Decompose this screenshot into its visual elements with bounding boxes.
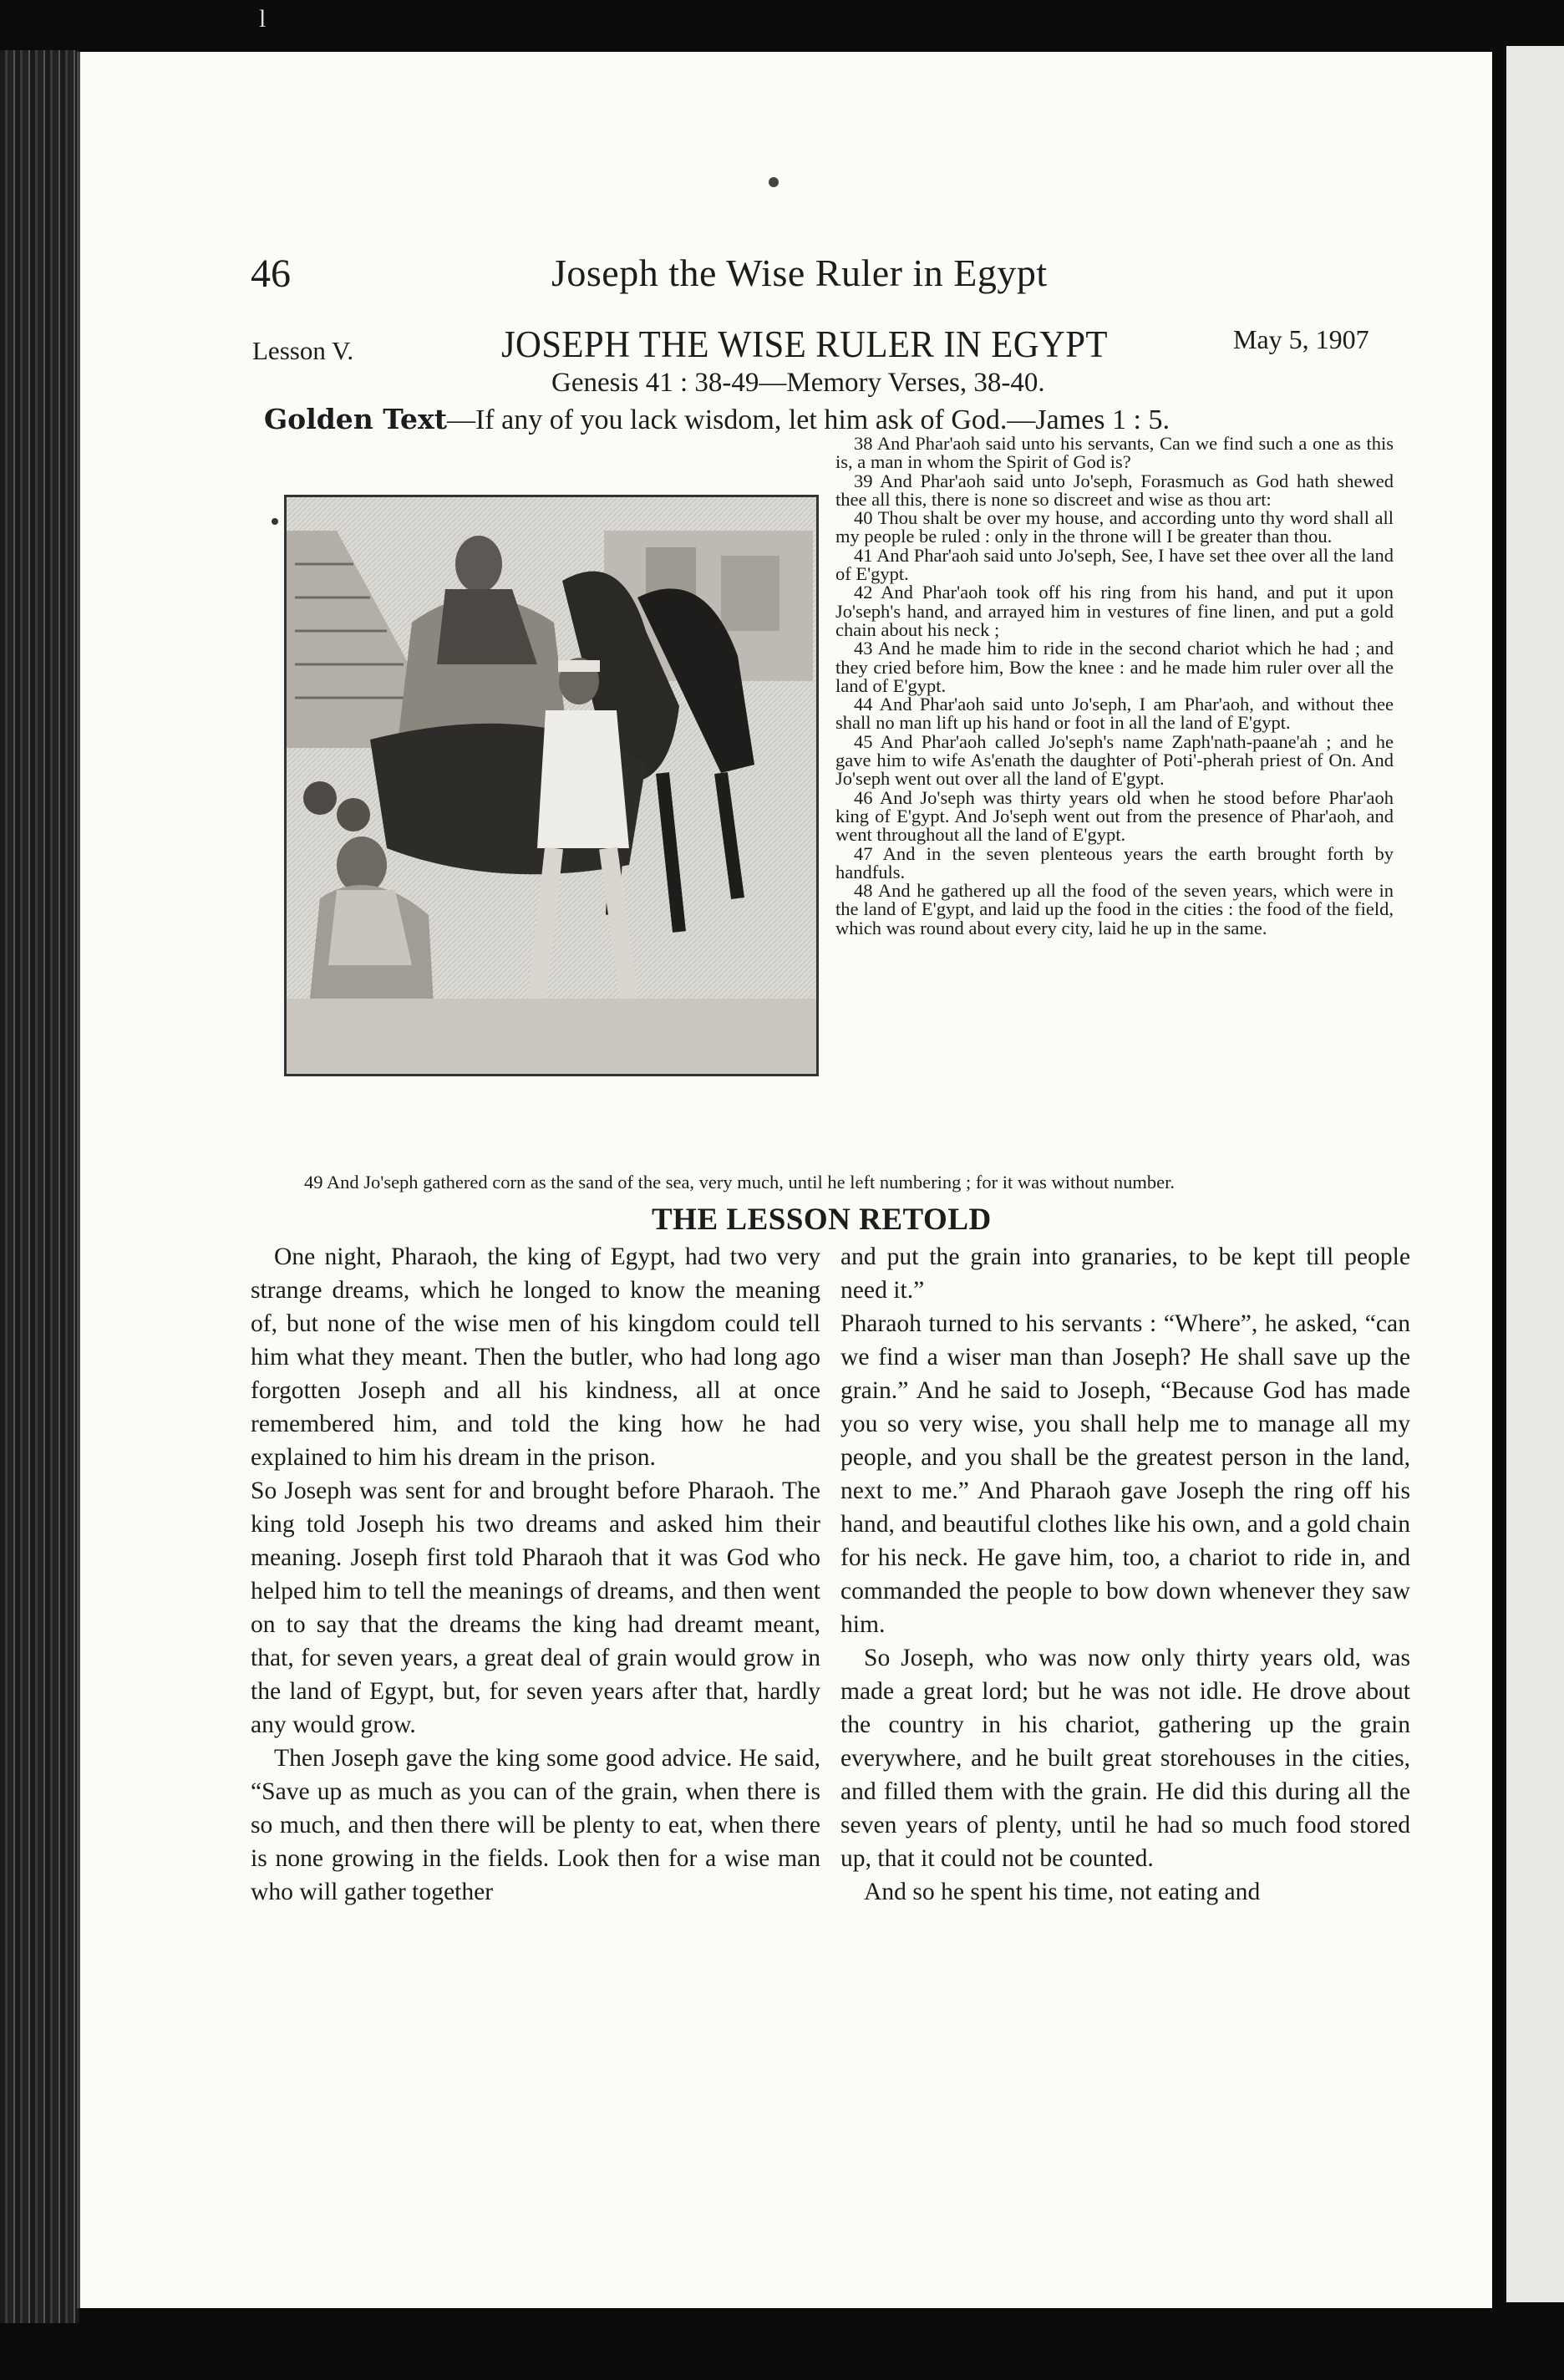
- story-paragraph: One night, Pharaoh, the king of Egypt, had two very strange dreams, which he longed to know the meaning of, but none of the wise men of his kingdom could tell him what they meant. Then the butler, who had long ago forgotten Joseph and all his kindness, all at once remembered him, and told the king how he had explained to him his dream in the prison.: [251, 1243, 820, 1471]
- story-paragraph: So Joseph was sent for and brought before Pharaoh. The king told Joseph his two dreams and asked him their meaning. Joseph first told Pharaoh that it was God who helped him to tell the meanings of dreams, and then went on to say that the dreams the king had dreamt meant, that, for seven years, a great deal of grain would grow in the land of Egypt, but, for seven years after that, hardly any would grow.: [251, 1477, 820, 1738]
- verse: 41 And Phar'aoh said unto Jo'seph, See, I have set thee over all the land of E'gypt.: [835, 544, 1394, 585]
- running-title: Joseph the Wise Ruler in Egypt: [551, 252, 1048, 294]
- verse: 49 And Jo'seph gathered corn as the sand of the sea, very much, until he left numbering ; for it was without number.: [304, 1172, 1175, 1193]
- verse: 45 And Phar'aoh called Jo'seph's name Zaph'nath-paane'ah ; and he gave him to wife As'enath the daughter of Poti'-pherah priest of On. And Jo'seph went out over all the land of E'gypt.: [835, 730, 1394, 790]
- section-heading: THE LESSON RETOLD: [652, 1203, 992, 1237]
- story-paragraph: and put the grain into granaries, to be kept till people need it.”: [840, 1243, 1410, 1304]
- scripture-reference: Genesis 41 : 38-49—Memory Verses, 38-40.: [551, 368, 1045, 398]
- story-paragraph: So Joseph, who was now only thirty years old, was made a great lord; but he was not idle. He drove about the country in his chariot, gathering up the grain everywhere, and he built great storehouses in the cities, and filled them with the grain. He did this during all the seven years of plenty, until he had so much food stored up, that it could not be counted.: [840, 1645, 1410, 1872]
- verse: 39 And Phar'aoh said unto Jo'seph, Forasmuch as God hath shewed thee all this, there is none so discreet and wise as thou art:: [835, 470, 1394, 510]
- golden-text: [264, 403, 1170, 436]
- scan-mark: l: [259, 5, 267, 33]
- verse: 38 And Phar'aoh said unto his servants, Can we find such a one as this is, a man in whom the Spirit of God is?: [835, 433, 1394, 473]
- book-binding-edge: [0, 50, 79, 2323]
- verse: 44 And Phar'aoh said unto Jo'seph, I am Phar'aoh, and without thee shall no man lift up his hand or foot in all the land of E'gypt.: [835, 694, 1394, 734]
- lesson-title: JOSEPH THE WISE RULER IN EGYPT: [501, 323, 1108, 365]
- story-paragraph: Pharaoh turned to his servants : “Where”, he asked, “can we find a wiser man than Joseph? He shall save up the grain.” And he said to Joseph, “Because God has made you so very wise, you shall help me to manage all my people, and you shall be the greatest person in the land, next to me.” And Pharaoh gave Joseph the ring off his hand, and beautiful clothes like his own, and a gold chain for his neck. He gave him, too, a chariot to ride in, and commanded the people to bow down whenever they saw him.: [840, 1310, 1410, 1638]
- story-column-right: [840, 1240, 1410, 1909]
- story-column-left: [251, 1240, 820, 1909]
- verse: 47 And in the seven plenteous years the earth brought forth by handfuls.: [835, 842, 1394, 882]
- verse: 48 And he gathered up all the food of the seven years, which were in the land of E'gypt, and laid up the food in the cities : the food of the field, which was round about every city, laid he up in the same.: [835, 880, 1394, 938]
- verse: 40 Thou shalt be over my house, and according unto thy word shall all my people be ruled : only in the throne will I be greater than thou.: [835, 507, 1394, 547]
- scripture-verse-49: [251, 1173, 1395, 1192]
- ink-speck: [769, 177, 779, 187]
- illustration-pharaoh-joseph: [284, 495, 819, 1076]
- scripture-verses: [835, 435, 1394, 938]
- story-paragraph: Then Joseph gave the king some good advice. He said, “Save up as much as you can of the grain, when there is so much, and then there will be plenty to eat, when there is none growing in the fields. Look then for a wise man who will gather together: [251, 1745, 820, 1905]
- lesson-label: Lesson V.: [252, 336, 354, 365]
- next-page-edge: [1504, 46, 1564, 2302]
- margin-dot: [272, 518, 278, 525]
- verse: 46 And Jo'seph was thirty years old when he stood before Phar'aoh king of E'gypt. And Jo'seph went out from the presence of Phar'aoh, and went throughout all the land of E'gypt.: [835, 786, 1394, 846]
- verse: 42 And Phar'aoh took off his ring from his hand, and put it upon Jo'seph's hand, and arrayed him in vestures of fine linen, and put a gold chain about his neck ;: [835, 582, 1394, 640]
- verse: 43 And he made him to ride in the second chariot which he had ; and they cried before him, Bow the knee : and he made him ruler over all the land of E'gypt.: [835, 638, 1394, 696]
- golden-text-body: —If any of you lack wisdom, let him ask of God.—James 1 : 5.: [446, 404, 1170, 435]
- story-paragraph: And so he spent his time, not eating and: [864, 1879, 1261, 1905]
- engraving-image: [287, 497, 816, 1074]
- page-number: 46: [251, 252, 291, 296]
- golden-text-label: Golden Text: [264, 403, 447, 435]
- lesson-date: May 5, 1907: [1233, 324, 1369, 354]
